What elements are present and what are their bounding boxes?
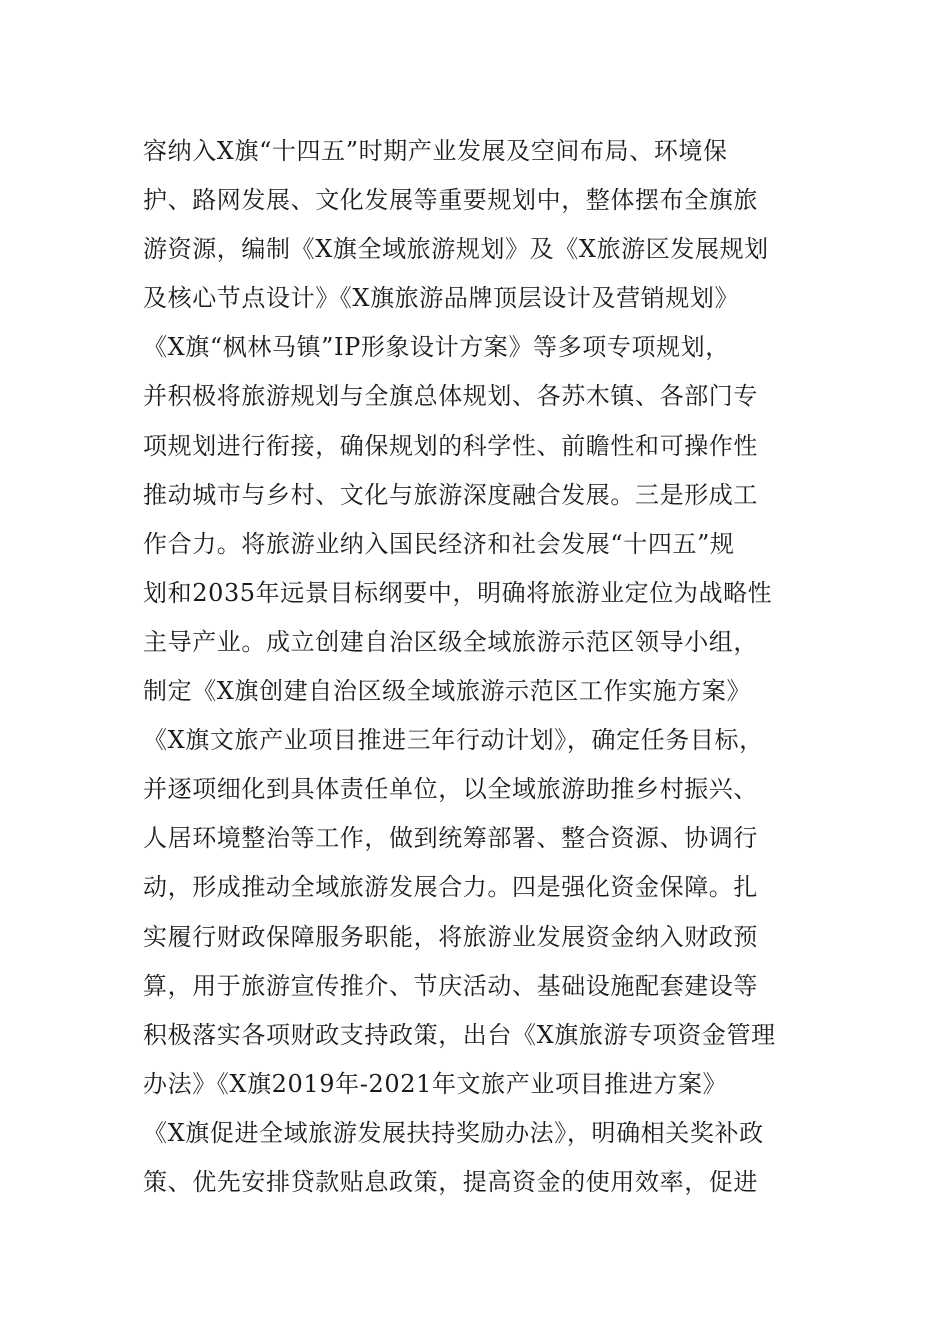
text-line: 容纳入X旗“十四五”时期产业发展及空间布局、环境保 <box>143 137 728 165</box>
text-line: 策、优先安排贷款贴息政策，提高资金的使用效率，促进 <box>143 1167 758 1196</box>
text-line: 《X旗促进全域旅游发展扶持奖励办法》，明确相关奖补政 <box>143 1118 764 1147</box>
text-line: 办法》《X旗2019年-2021年文旅产业项目推进方案》 <box>143 1069 728 1098</box>
text-line: 划和2035年远景目标纲要中，明确将旅游业定位为战略性 <box>143 578 773 607</box>
text-line: 主导产业。成立创建自治区级全域旅游示范区领导小组， <box>143 627 758 656</box>
body-paragraph <box>143 127 823 1207</box>
text-line: 并逐项细化到具体责任单位，以全域旅游助推乡村振兴、 <box>143 775 758 804</box>
text-line: 游资源，编制《X旗全域旅游规划》及《X旅游区发展规划 <box>143 235 769 264</box>
text-line: 护、路网发展、文化发展等重要规划中，整体摆布全旗旅 <box>143 186 758 215</box>
text-line: 实履行财政保障服务职能，将旅游业发展资金纳入财政预 <box>143 922 758 951</box>
text-line: 并积极将旅游规划与全旗总体规划、各苏木镇、各部门专 <box>143 382 758 411</box>
text-line: 《X旗“枫林马镇”IP形象设计方案》等多项专项规划， <box>143 333 730 362</box>
text-line: 动，形成推动全域旅游发展合力。四是强化资金保障。扎 <box>143 873 758 902</box>
text-line: 人居环境整治等工作，做到统筹部署、整合资源、协调行 <box>143 824 758 853</box>
text-line: 作合力。将旅游业纳入国民经济和社会发展“十四五”规 <box>143 529 735 558</box>
text-line: 算，用于旅游宣传推介、节庆活动、基础设施配套建设等 <box>143 971 758 1000</box>
text-line: 推动城市与乡村、文化与旅游深度融合发展。三是形成工 <box>143 480 758 509</box>
text-line: 及核心节点设计》《X旗旅游品牌顶层设计及营销规划》 <box>143 284 740 313</box>
text-line: 《X旗文旅产业项目推进三年行动计划》，确定任务目标， <box>143 726 764 755</box>
text-line: 项规划进行衔接，确保规划的科学性、前瞻性和可操作性 <box>143 431 758 460</box>
text-line: 制定《X旗创建自治区级全域旅游示范区工作实施方案》 <box>143 677 752 706</box>
text-line: 积极落实各项财政支持政策，出台《X旗旅游专项资金管理 <box>143 1020 776 1049</box>
